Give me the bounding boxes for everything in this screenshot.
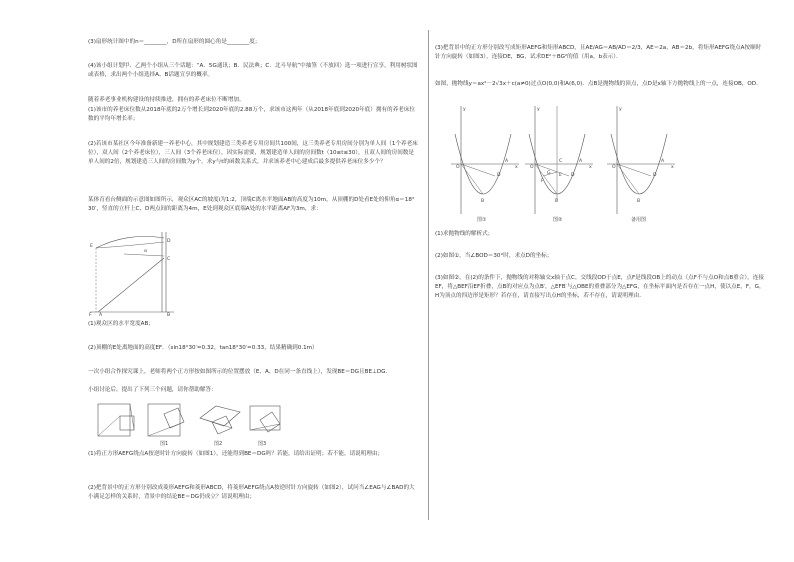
fig-label-2: 图2 xyxy=(214,441,223,447)
q-square-b: 小组讨论后，提出了下列三个问题，请你帮助解答： xyxy=(88,387,217,393)
q-cinema: 某体育看台侧面的示意图如图所示，观众区AC的坡度i为1:2，顶端C离水平地面AB的高度为10m，从顶棚的D处看E处的仰角α＝18°30′，竖直的立杆上C、D两点间的距离为4m，E处到观众区底端A处的水平距离AF为3m，求： xyxy=(88,197,415,212)
q-parabola-2: (2)如图①，当∠BOD＝30°时，求点D的坐标； xyxy=(435,253,553,259)
svg-text:A: A xyxy=(99,313,103,318)
svg-text:D: D xyxy=(653,173,657,178)
q-cinema-2: (2)顶棚的E处离地面的高度EF．（sin18°30′≈0.32，tan18°30′≈0.33，结果精确到0.1m） xyxy=(88,345,318,351)
svg-text:G: G xyxy=(547,171,551,176)
column-divider xyxy=(428,30,429,520)
svg-text:B: B xyxy=(555,199,559,204)
q-cinema-1: (1)观众区的水平宽度AB； xyxy=(88,321,154,327)
parabola-figure-1 xyxy=(449,104,521,222)
svg-text:x: x xyxy=(589,165,592,170)
svg-text:B: B xyxy=(167,313,171,318)
q-pie-probability: (4)该小组计划甲、乙两个小组从三个话题：“A．5G通讯；B．民法典；C．北斗导航”中抽签（不放回）选一项进行宣享，利用树状图或表格，求出两个小组选择A、B话题宣享的概率。 xyxy=(88,63,418,78)
svg-text:E: E xyxy=(90,244,93,249)
parabola-figure-backup xyxy=(605,104,677,222)
svg-text:y: y xyxy=(619,107,622,112)
svg-text:F: F xyxy=(89,313,92,318)
square-figures xyxy=(92,398,282,444)
svg-text:C: C xyxy=(559,159,563,164)
svg-text:A: A xyxy=(505,159,509,164)
svg-text:D: D xyxy=(571,173,575,178)
elder-intro: 随着养老事业机构建设的持续推进，拥有的养老床位不断增加。 xyxy=(88,97,245,103)
parabola-label-1: 图① xyxy=(477,217,487,223)
svg-text:D: D xyxy=(497,173,501,178)
parabola-label-2: 图② xyxy=(553,217,563,223)
q-elder-2: (2)若该市某社区今年准备新建一养老中心，其中规划建造三类养老专用房间共100间，这三类养老专用房间分别为单人间（1个养老床位），双人间（2个养老床位），三人间（3个养老床位），因实际需要，规划建造单人间的房间数t（10≤t≤30），且双人间的房间数是单人间的2倍，规划建造三人间的房间数为y个，求y与t的函数关系式，并求该养老中心建成后最多提供养老床位多少个？ xyxy=(88,141,418,165)
svg-text:C: C xyxy=(167,257,171,262)
svg-text:A: A xyxy=(661,159,665,164)
q-parabola-1: (1)求抛物线的解析式； xyxy=(435,231,494,237)
q-parabola: 如图，抛物线y＝ax²－2√3x＋c(a≠0)过点O(0,0)和A(6,0)．点B是抛物线的顶点，点D是x轴下方抛物线上的一点，连接OB，OD． xyxy=(435,81,762,87)
svg-text:y: y xyxy=(537,107,540,112)
parabola-label-3: 备用图 xyxy=(631,217,647,223)
svg-text:D: D xyxy=(167,239,171,244)
svg-text:x: x xyxy=(671,165,674,170)
svg-text:B: B xyxy=(637,199,641,204)
svg-text:B: B xyxy=(481,199,485,204)
q-square-3: (3)把背景中的正方形分别改写成矩形AEFG和矩形ABCD，且AE/AG＝AB/AD＝2/3，AE＝2a，AB＝2b，将矩形AEFG绕点A按顺时针方向旋转（如图3），连接DE，BG，试求DE²＋BG²的值（用a，b表示）． xyxy=(435,45,762,60)
svg-text:α: α xyxy=(144,249,148,254)
fig-label-1: 图1 xyxy=(160,441,169,447)
svg-text:O: O xyxy=(530,165,534,170)
svg-text:O: O xyxy=(612,165,616,170)
q-square: 一次小组合作探究课上，老师将两个正方形按如图所示的位置摆放（E、A、D在同一条直线上），发现BE＝DG且BE⊥DG． xyxy=(88,369,392,375)
q-square-1: (1)将正方形AEFG绕点A按逆时针方向旋转（如图1），还能得到BE＝DG吗？若能，请给出证明；若不能，请说明理由； xyxy=(88,451,384,457)
svg-text:y: y xyxy=(463,107,466,112)
stadium-figure xyxy=(88,228,178,316)
q-parabola-3: (3)如图②，在(2)的条件下，抛物线的对称轴交x轴于点C，交线段OD于点E，点F是线段OB上的动点（点F不与点O和点B重合），连接EF，将△BEF沿EF折叠，点B的对应点为点B′，△EFB′与△OBE的重叠部分为△EFG，在坐标平面内是否存在一点H，使以点E，F，G，H为顶点的四边形是矩形？若存在，请直接写出点H的坐标，若不存在，请说明理由． xyxy=(435,275,765,299)
svg-text:A: A xyxy=(579,159,583,164)
q-pie-blank: (3)扇形统计图中的n＝________，D所在扇形的圆心角是________度； xyxy=(88,39,261,45)
svg-text:E: E xyxy=(559,173,562,178)
q-elder-1: (1)该市的养老床位数从2018年底的2万个增长到2020年底的2.88万个，求该市这两年（从2018年底到2020年底）拥有的养老床位数的平均年增长率； xyxy=(88,107,416,122)
svg-text:O: O xyxy=(456,165,460,170)
fig-label-3: 图3 xyxy=(258,441,267,447)
parabola-figure-2 xyxy=(523,104,595,222)
q-square-2: (2)把背景中的正方形分别改成菱形AEFG和菱形ABCD，将菱形AEFG绕点A按逆时针方向旋转（如图2），试问当∠EAG与∠BAD的大小满足怎样的关系时，背景中的结论BE＝DG仍成立？请说明理由； xyxy=(88,485,415,500)
svg-text:x: x xyxy=(515,165,518,170)
svg-text:F: F xyxy=(541,179,544,184)
